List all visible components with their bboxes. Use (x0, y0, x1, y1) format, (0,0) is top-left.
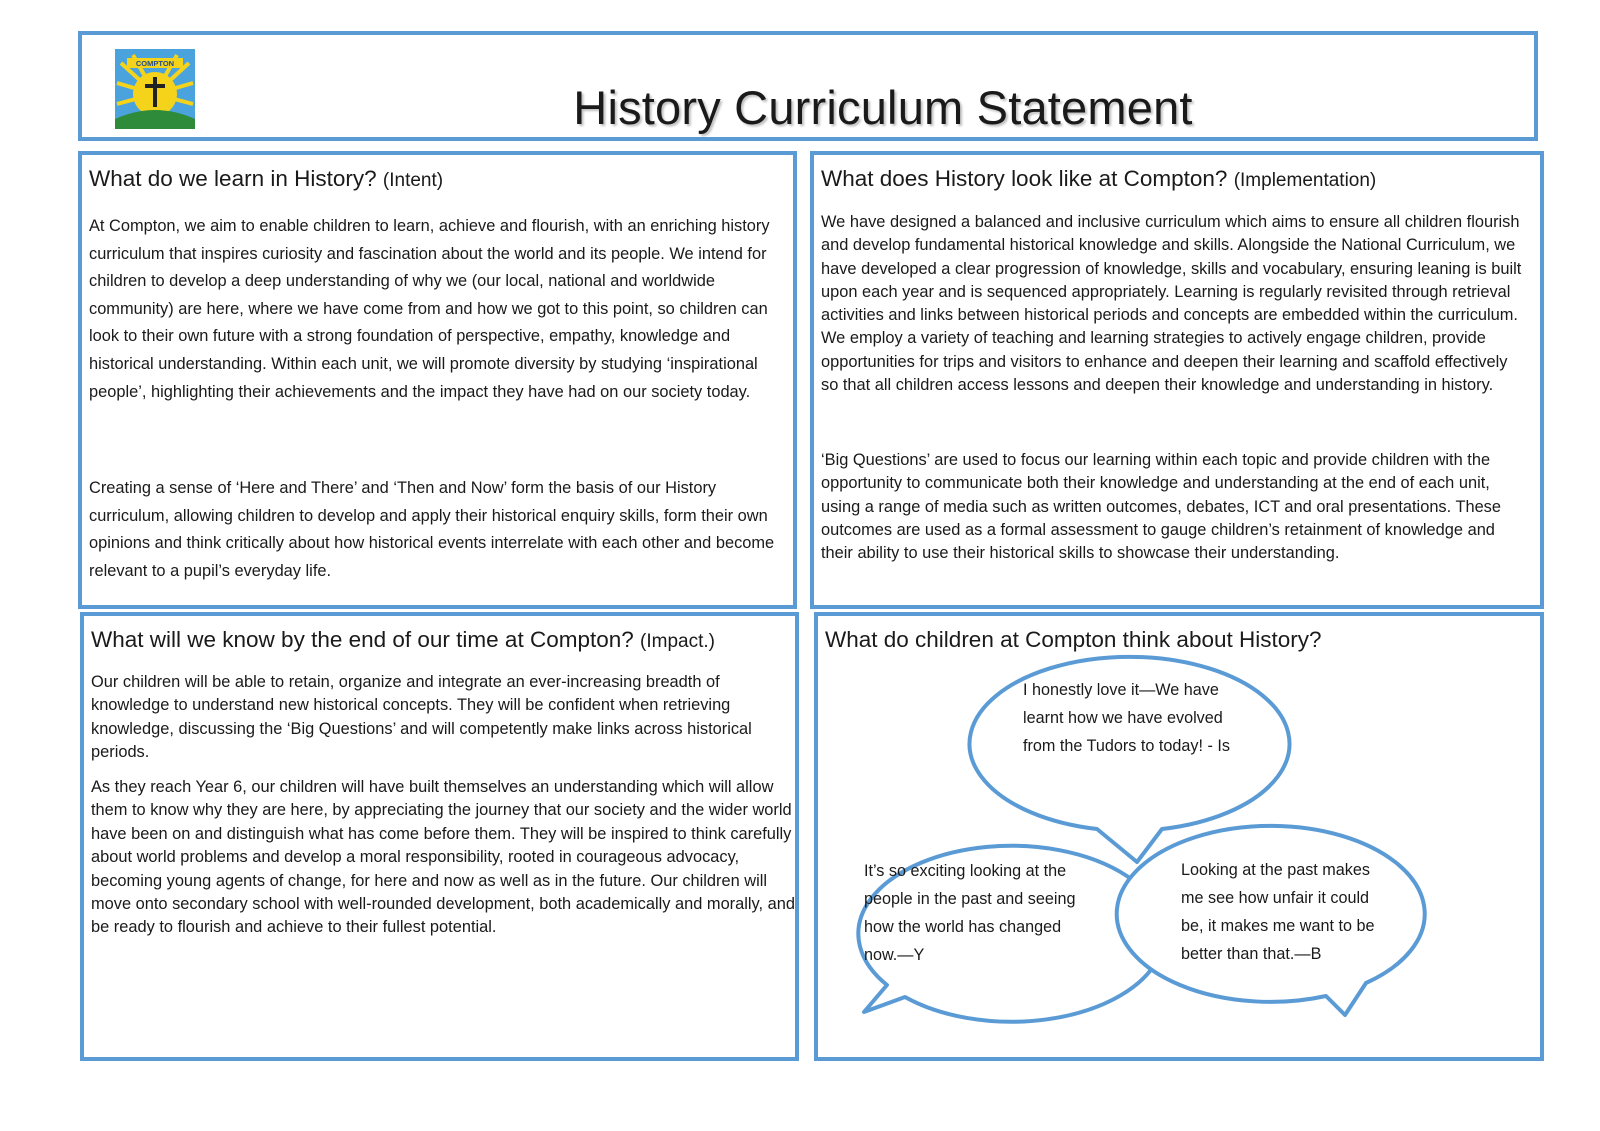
implementation-heading (821, 166, 1376, 192)
impact-paragraph-2: As they reach Year 6, our children will have built themselves an understanding which will allow them to know why they are here, by appreciating the journey that our society and the wider world have been on and distinguish what has come before them. They will be inspired to think carefully about world problems and develop a moral responsibility, rooted in courageous advocacy, becoming young agents of change, for here and now as well as in the future. Our children will move onto secondary school with well-rounded development, both academically and morally, and be ready to flourish and achieve to their fullest potential. (91, 778, 795, 937)
implementation-paragraph-2: ‘Big Questions’ are used to focus our learning within each topic and provide children with the opportunity to communicate both their knowledge and understanding at the end of each unit, using a range of media such as written outcomes, debates, ICT and oral presentations. These outcomes are used as a formal assessment to gauge children’s retainment of knowledge and their ability to use their historical skills to showcase their understanding. (821, 451, 1501, 563)
implementation-heading-text: What does History look like at Compton? (821, 166, 1228, 191)
child-quote-3: Looking at the past makes me see how unfair it could be, it makes me want to be better than that.—B (1181, 861, 1375, 963)
child-quote-1: I honestly love it—We have learnt how we have evolved from the Tudors to today! - Is (1023, 681, 1230, 755)
intent-heading (89, 166, 443, 192)
impact-heading-sub: (Impact.) (640, 631, 715, 652)
intent-panel (78, 151, 797, 609)
children-views-panel (814, 612, 1544, 1061)
intent-paragraph-1: At Compton, we aim to enable children to learn, achieve and flourish, with an enriching history curriculum that inspires curiosity and fascination about the world and its people. We intend for children to develop a deep understanding of why we (our local, national and worldwide community) are here, where we have come from and how we got to this point, so children can look to their own future with a strong foundation of perspective, empathy, knowledge and historical understanding. Within each unit, we will promote diversity by studying ‘inspirational people’, highlighting their achievements and the impact they have had on our society today. (89, 217, 770, 401)
impact-paragraph-1: Our children will be able to retain, organize and integrate an ever-increasing breadth of knowledge to understand new historical concepts. They will be confident when retrieving knowledge, discussing the ‘Big Questions’ and will competently make links across historical periods. (91, 673, 752, 762)
impact-heading-text: What will we know by the end of our time at Compton? (91, 627, 634, 652)
header-panel (78, 31, 1538, 141)
intent-paragraph-2: Creating a sense of ‘Here and There’ and ‘Then and Now’ form the basis of our History curriculum, allowing children to develop and apply their historical enquiry skills, form their own opinions and think critically about how historical events interrelate with each other and become relevant to a pupil’s everyday life. (89, 479, 775, 580)
implementation-panel (810, 151, 1544, 609)
implementation-heading-sub: (Implementation) (1233, 170, 1377, 191)
implementation-paragraph-1: We have designed a balanced and inclusive curriculum which aims to ensure all children flourish and develop fundamental historical knowledge and skills. Alongside the National Curriculum, we have developed a clear progression of knowledge, skills and vocabulary, ensuring leaning is built upon each year and is sequenced appropriately. Learning is regularly revisited through retrieval activities and links between historical periods and concepts are embedded within the curriculum. We employ a variety of teaching and learning strategies to actively engage children, provide opportunities for trips and visitors to enhance and deepen their learning and scaffold effectively so that all children access lessons and deepen their knowledge and understanding in history. (821, 213, 1522, 395)
intent-heading-sub: (Intent) (382, 170, 444, 191)
impact-heading (91, 627, 715, 653)
intent-heading-text: What do we learn in History? (89, 166, 377, 191)
children-views-heading: What do children at Compton think about History? (825, 627, 1322, 652)
page-title: History Curriculum Statement (573, 81, 1193, 135)
impact-panel (80, 612, 799, 1061)
svg-text:COMPTON: COMPTON (135, 59, 175, 68)
child-quote-2: It’s so exciting looking at the people in the past and seeing how the world has changed now.—Y (864, 862, 1076, 964)
